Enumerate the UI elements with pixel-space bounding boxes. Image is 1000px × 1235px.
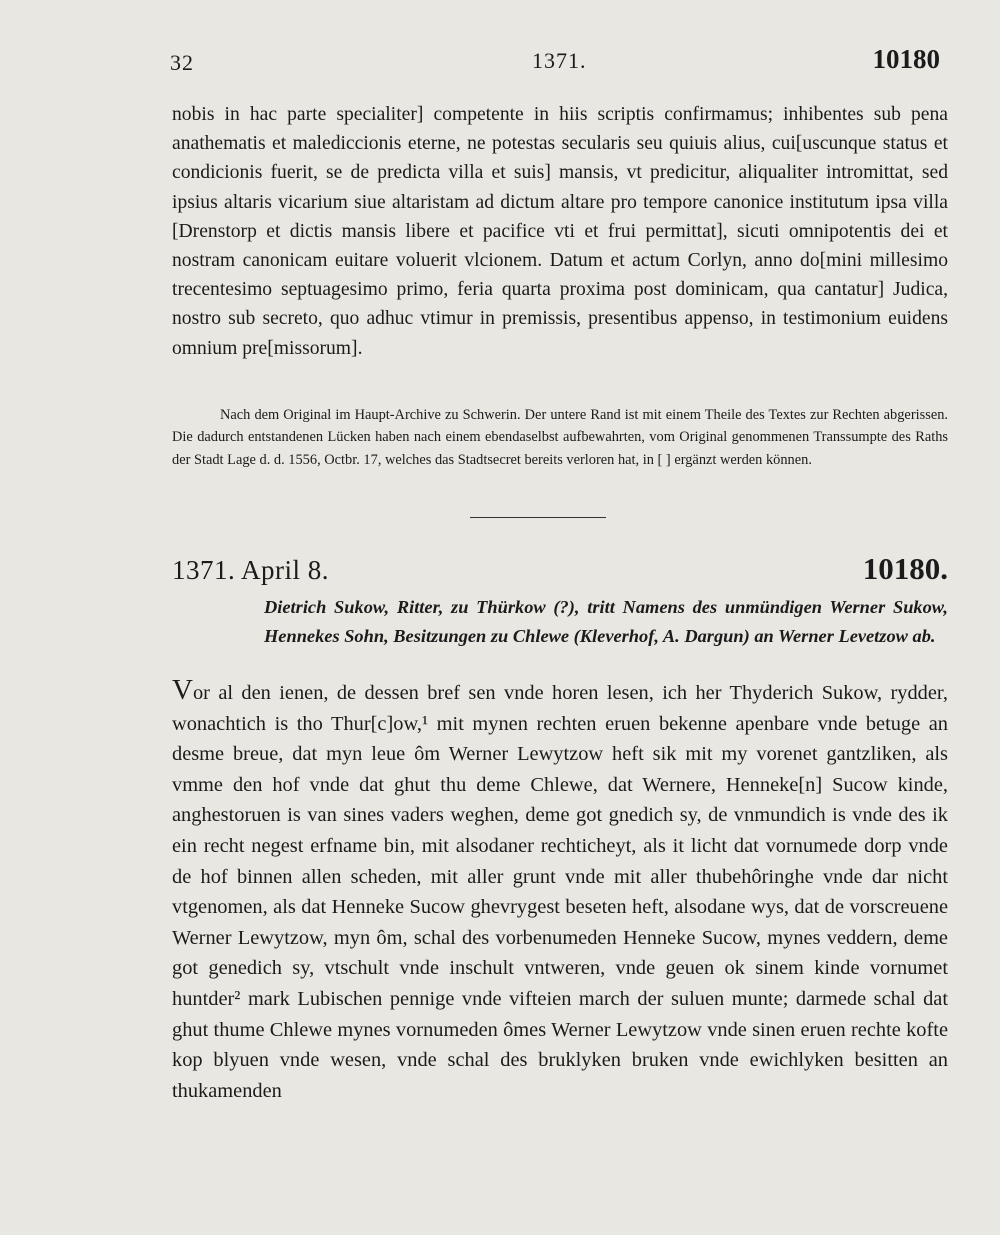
running-document-number: 10180 <box>872 44 940 74</box>
continuation-paragraph: nobis in hac parte specialiter] competente in hiis scriptis confirmamus; inhibentes sub pena anathematis et malediccionis eterne, ne potestas secularis seu quiuis alius, cui[uscunque status et condicionis fuerit, se de predicta villa et suis] mansis, vt predicitur, aliqualiter intromittat, sed ipsius altaris vicarium siue altaristam ad dictum altare pro tempore canonice institutum ipsa villa [Drenstorp et dictis mansis libere et pacifice vti et frui permittat], sicuti omnipotentis dei et nostram canonicam euitare voluerit vlcionem. Datum et actum Corlyn, anno do[mini millesimo trecentesimo septuagesimo primo, feria quarta proxima post dominicam, qua cantatur] Judica, nostro sub secreto, quo adhuc vtimur in premissis, presentibus appenso, in testimonium euidens omnium pre[missorum]. <box>172 104 948 359</box>
entry-summary <box>172 593 948 651</box>
running-year: 1371. <box>532 48 587 73</box>
charter-text: or al den ienen, de dessen bref sen vnde horen lesen, ich her Thyderich Sukow, rydder, wonachtich is tho Thur[c]ow,¹ mit mynen rechten eruen bekenne apenbare vnde betuge an desme breue, dat myn leue ôm Werner Lewytzow heft sik mit my vorenet gantzliken, als vmme den hof vnde dat ghut thu deme Chlewe, dat Wernere, Henneke[n] Sucow kinde, anghestoruen is van sines vaders weghen, deme got gnedich sy, de vnmundich is vnde des ik ein recht negest erfname bin, mit alsodaner rechticheyt, als it licht dat vornumede dorp vnde de hof binnen allen scheden, mit aller grunt vnde mit aller thubehôringhe vnde dar nicht vtgenomen, als dat Henneke Sucow ghevrygest beseten heft, alsodane wys, dat de vorscreuene Werner Lewytzow, myn ôm, schal des vorbenumeden Henneke Sucow, mynes veddern, deme got genedich sy, vtschult vnde inschult vntweren, vnde geuen ok sinem kinde vornumet huntder² mark Lubischen pennige vnde vifteien march der suluen munte; darmede schal dat ghut thume Chlewe mynes vornumeden ômes Werner Lewytzow vnde sinen eruen rechte kofte kop blyuen vnde wesen, vnde schal des bruklyken bruken vnde ewichlyken besitten an thukamenden <box>172 682 948 1102</box>
entry-date: 1371. April 8. <box>172 555 330 585</box>
charter-text-block <box>172 674 948 1106</box>
continuation-text-block <box>172 100 948 363</box>
charter-paragraph <box>172 674 948 1106</box>
page-number: 32 <box>170 50 194 75</box>
initial-letter: V <box>172 674 193 706</box>
entry-number: 10180. <box>862 551 948 586</box>
section-divider <box>470 517 606 518</box>
entry-summary-text: Dietrich Sukow, Ritter, zu Thürkow (?), tritt Namens des unmündigen Werner Sukow, Hennekes Sohn, Besitzungen zu Chlewe (Kleverhof, A. Dargun) an Werner Levetzow ab. <box>264 597 948 646</box>
source-note <box>172 404 948 471</box>
page-header <box>168 44 944 80</box>
source-note-text: Nach dem Original im Haupt-Archive zu Schwerin. Der untere Rand ist mit einem Theile des Textes zur Rechten abgerissen. Die dadurch entstandenen Lücken haben nach einem ebendaselbst aufbewahrten, vom Original genommenen Transsumpte des Raths der Stadt Lage d. d. 1556, Octbr. 17, welches das Stadtsecret bereits verloren hat, in [ ] ergänzt werden können. <box>172 407 948 468</box>
